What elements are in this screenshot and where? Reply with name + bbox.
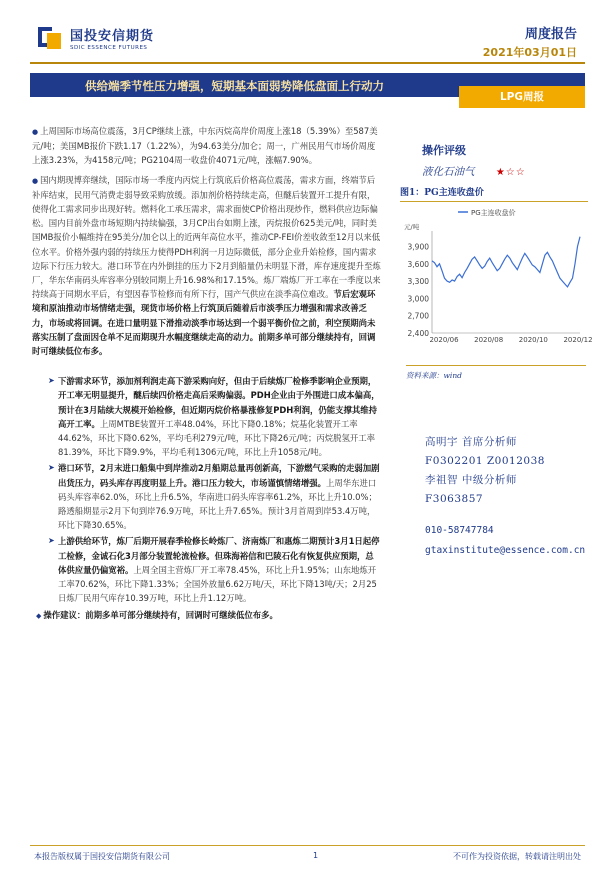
rating-stars: ★☆☆ bbox=[495, 167, 526, 178]
main-text bbox=[32, 124, 382, 625]
series-line-pg bbox=[432, 237, 580, 287]
x-tick-label: 2020/08 bbox=[474, 336, 504, 344]
list-item: ➤ 上游供给环节，炼厂后期开展春季检修长岭炼厂、济南炼厂和惠炼二期预计3月1日起停工检修，金诚石化3月部分装置轮流检修。但珠海裕信和巴陵石化有恢复供应预期，总体供应量仍偏宽裕。上周全国主营炼厂开工率78.45%，环比上升1.95%；山东地炼开工率70.62%，环比下降1.33%；全国外放量6.62万吨/天，环比下降13吨/天；2月25日炼厂民用气库存10.39万吨，环比上升1.12万吨。 bbox=[48, 536, 380, 604]
company-name-en: SDIC ESSENCE FUTURES bbox=[70, 45, 148, 51]
report-type: 周度报告 bbox=[524, 27, 577, 42]
paragraph-analysis: ● 国内期现博弈继续，国际市场一季度内丙烷上行筑底后价格高位震荡，需求方面，终端节后补库结束，民用气消费走弱导致采购放缓。添加剂价格持续走高，但醚后装置开工提升有限，使得化工需求同步出现好转。燃料化工承压需求，需求面使CP价格出现炒作，燃料供应边际偏松。国内目前外盘市场短期内持续偏强，3月CP出台如期上涨，丙烷报价625美元/吨，同时美国MB报价小幅维持在95美分/加仑以上的近两年高位水平，推动CP-FEI价差收敛至12月以来低位水平。价格外强内弱的持续压力使得PDH利润一月边际微低，部分企业升始检修，国内需求边际下行压力较大。港口环节在内外倒挂的压力下2月到船量仍未明显下滑，库存速度提升至炼厂，华东华南码头库容率分别较同期上升16.98%和17.15%。炼厂端炼厂开工率在一季度以来持续高于同期水平后，有望因春节检修而有所下行，国产气供应在淡季高位难改。节后宏观环境和原油推动市场情绪走强，现货市场价格上行筑顶后随着后市淡季压力增强和需求改善乏力，市场或将回调。在进口量明显下滑推动淡季市场达到一个弱平衡价位之前，利空预期尚未落实压制了盘面因仓单不足而期现升水幅度继续走高的动力。前期多单可部分继续持有，回调时可继续低位布多。 bbox=[32, 174, 381, 357]
x-tick-label: 2020/06 bbox=[429, 336, 459, 344]
paragraph-market: ● 上周国际市场高位震荡，3月CP继续上涨，中东丙烷高岸价周度上涨18（5.39%）至587美元/吨；美国MB报价下跌1.17（1.22%），为94.63美分/加仑；周一，广州民用气市场价周度上涨3.23%，为4158元/吨；PG2104周一收盘价4071元/吨，涨幅7.90%。 bbox=[32, 126, 378, 166]
rating-row bbox=[422, 164, 588, 179]
y-tick-label: 3,900 bbox=[407, 242, 429, 252]
analyst-info bbox=[425, 433, 595, 561]
analyst-1: 高明宇 首席分析师 bbox=[425, 436, 517, 448]
analyst-2-id: F3063857 bbox=[425, 493, 484, 505]
y-tick-label: 3,300 bbox=[407, 277, 429, 287]
company-name-cn: 国投安信期货 bbox=[70, 29, 155, 44]
y-tick-label: 3,600 bbox=[407, 259, 429, 269]
bullet-icon: ● bbox=[32, 176, 39, 185]
phone: 010-58747784 bbox=[425, 525, 494, 536]
logo-icon bbox=[38, 25, 64, 51]
report-tag: LPG周报 bbox=[459, 86, 585, 108]
legend-label: PG主连收盘价 bbox=[471, 209, 516, 217]
list-item: ➤ 港口环节，2月末进口船集中到岸推动2月船期总量再创新高，下游燃气采购的走弱加剧出货压力，码头库存再度明显上升。港口压力较大，市场谨慎情绪增强。上周华东进口码头库容率62.0%，环比上升6.5%，华南进口码头库容率61.2%，环比上升10.0%；路透船期显示2月下旬到岸76.9万吨，环比上升7.65%。预计3月首周到岸53.4万吨，环比下降30.65%。 bbox=[48, 463, 380, 531]
price-chart bbox=[398, 205, 593, 359]
report-title: 供给端季节性压力增强，短期基本面弱势降低盘面上行动力 bbox=[85, 79, 384, 93]
title-bar bbox=[30, 73, 585, 103]
y-unit-label: 元/吨 bbox=[404, 223, 420, 231]
operation-advice: ◆ 操作建议：前期多单可部分继续持有，回调时可继续低位布多。 bbox=[36, 609, 278, 620]
footer-copyright: 本报告版权属于国投安信期货有限公司 bbox=[34, 852, 170, 861]
y-tick-label: 2,400 bbox=[407, 329, 429, 338]
sidebar bbox=[398, 124, 593, 381]
rating-item: 液化石油气 bbox=[422, 166, 475, 178]
email[interactable]: gtaxinstitute@essence.com.cn bbox=[425, 545, 586, 556]
analyst-2: 李祖智 中级分析师 bbox=[425, 474, 517, 486]
sector-list bbox=[32, 374, 382, 622]
x-tick-label: 2020/12 bbox=[563, 336, 593, 344]
figure-title: 图1：PG主连收盘价 bbox=[400, 185, 588, 202]
chart-source: 资料来源：wind bbox=[406, 365, 586, 381]
arrow-icon: ➤ bbox=[48, 463, 55, 473]
list-item: ➤ 下游需求环节，添加剂利润走高下游采购向好，但由于后续炼厂检修季影响企业预期，开工率无明显提升，醚后续四价格走高后采购偏弱。PDH企业由于外围进口成本偏高，预计在3月陆续大规模开始检修，但近期丙烷价格暴涨修复PDH利润，仍能支撑其维持高开工率。上周MTBE装置开工率48.04%，环比下降0.18%；烷基化装置开工率44.62%，环比下降0.62%，平均毛利279元/吨，环比下降26元/吨；丙烷脱氢开工率81.39%，环比下降9.9%，平均毛利1306元/吨，环比上升1058元/吨。 bbox=[48, 376, 380, 458]
analyst-1-id: F0302201 Z0012038 bbox=[425, 455, 545, 467]
footer-divider bbox=[30, 845, 585, 846]
chart-svg bbox=[398, 205, 593, 355]
y-tick-label: 3,000 bbox=[407, 294, 429, 304]
bullet-icon: ◆ bbox=[36, 611, 42, 620]
y-tick-label: 2,700 bbox=[407, 311, 429, 321]
footer-disclaimer: 不可作为投资依据，转载请注明出处 bbox=[453, 852, 581, 861]
report-date: 2021年03月01日 bbox=[482, 46, 577, 59]
arrow-icon: ➤ bbox=[48, 536, 55, 546]
page-number: 1 bbox=[313, 851, 319, 860]
company-logo bbox=[38, 25, 154, 51]
header-divider bbox=[30, 62, 585, 64]
arrow-icon: ➤ bbox=[48, 376, 55, 386]
rating-title: 操作评级 bbox=[422, 144, 466, 157]
bullet-icon: ● bbox=[32, 128, 39, 136]
x-tick-label: 2020/10 bbox=[518, 336, 548, 344]
